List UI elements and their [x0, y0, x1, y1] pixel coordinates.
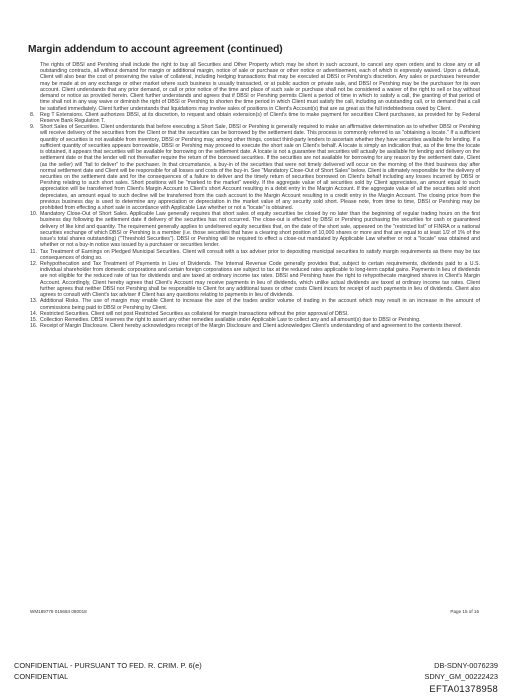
- bates-number-db: DB-SDNY-0076239: [434, 661, 498, 670]
- item-text: Restricted Securities. Client will not post Restricted Securities as collateral for margin transactions without the prior approval of DBSI.: [40, 310, 349, 317]
- item-number: 9.: [30, 124, 35, 131]
- item-text: Reg T Extensions. Client authorizes DBSI, at its discretion, to request and obtain extension(s) of Client's time to make payment for securities Client purchases, as provided for by Federal Reserve Bank Regulation T.: [40, 111, 480, 124]
- item-number: 8.: [30, 111, 35, 118]
- confidential-notice: CONFIDENTIAL - PURSUANT TO FED. R. CRIM. P. 6(e): [14, 661, 202, 670]
- item-text: Collection Remedies. DBSI reserves the right to assert any other remedies available under Applicable Law to collect any and all amount(s) due to DBSI or Pershing.: [40, 316, 421, 323]
- list-item-mandatory-close-out: [30, 211, 480, 248]
- item-text: Rehypothecation and Tax Treatment of Payments in Lieu of Dividends. The Internal Revenue Code generally provides that, subject to certain requirements, dividends paid to a U.S. individual shareholder from domestic corporations and certain foreign corporations are subject to tax at the reduced rates applicable to long-term capital gains. Payments in lieu of dividends are not eligible for the reduced rate of tax for dividends and are taxed at ordinary income tax rates. DBSI and Pershing have the right to rehypothecate margined shares in Client's Margin Account. Accordingly, Client hereby agrees that Client's Account may receive payments in lieu of dividends, which unlike actual dividends are taxed at ordinary income tax rates. Client further agrees that neither DBSI nor Pershing shall be responsible to Client for any additional taxes or other costs Client incurs for receipt of such payments in lieu of dividends. Client also agrees to consult with Client's tax adviser if Client has any questions relating to payments in lieu of dividends.: [40, 261, 480, 299]
- document-id: WM189778 015684 080018: [30, 609, 87, 614]
- document-body: [30, 62, 480, 329]
- bates-number-sdny: SDNY_GM_00222423: [424, 672, 498, 681]
- item-number: 11.: [30, 248, 37, 255]
- item-number: 10.: [30, 211, 38, 218]
- efta-number: EFTA01378958: [429, 683, 498, 694]
- list-item-additional-risks: [30, 298, 480, 310]
- item-number: 12.: [30, 261, 38, 267]
- item-text: Short Sales of Securities. Client understands that before executing a Short Sale, DBSI or Pershing is generally required to make an affirmative determination as to whether DBSI or Pershing will receive delivery of the securities from the Client or that the securities can be borrowed by the settlement date. This process is commonly referred to as "obtaining a locate." If a sufficient quantity of securities is not available from inventory, DBSI or Pershing may, among other things, contact third-party lenders to ascertain whether they have securities available for lending. If a sufficient quantity of securities appears borrowable, DBSI or Pershing may proceed to execute the short sale on Client's behalf. A locate is simply an indication that, as of the time the locate is obtained, it appears that securities will be available for borrowing on the settlement date. A locate is not a guarantee that securities will actually be available for lending and delivery on the settlement date or that the lender will not thereafter require the return of the borrowed securities. If the securities are not available for borrowing for any reason by the settlement date, Client (as the seller) will "fail to deliver" to the purchaser. In that circumstance, a buy-in of the securities that were not timely delivered will occur on the morning of the third business day after normal settlement date and Client will be responsible for all losses and costs of the buy-in. See "Mandatory Close-Out of Short Sales" below. Client is ultimately responsible for the delivery of securities on the settlement date and for the consequences of a failure to deliver and the timely return of securities borrowed on Client's behalf including any losses incurred by DBSI or Pershing relating to such short sales. Short positions will be "marked to the market" weekly. If the aggregate value of all securities sold by Client appreciates, an amount equal to such appreciation will be transferred from Client's Margin Account to Client's short Account resulting in a debit entry in the Margin Account. If the aggregate value of all the securities sold short depreciates, an amount equal to such decline will be transferred from the cash account to the Margin Account resulting in a credit entry in the Margin Account. The closing price from the previous business day is used to determine any appreciation or depreciation in the market value of any security sold short. Please note, from time to time, DBSI or Pershing may be prohibited from effecting a short sale in accordance with Applicable Law whether or not a "locate" is obtained.: [40, 124, 480, 212]
- page-title: Margin addendum to account agreement (continued): [28, 44, 283, 55]
- list-item-receipt-margin-disclosure: [30, 323, 480, 329]
- item-text: Additional Risks. The use of margin may enable Client to increase the size of the trades and/or volume of trading in the account which may result in an increase in the amount of commissions being paid to DBSI or Pershing by Client.: [40, 298, 480, 311]
- list-item-tax-treatment-municipal: [30, 249, 480, 261]
- list-item-short-sales: [30, 124, 480, 211]
- item-number: 13.: [30, 298, 38, 305]
- item-number: 16.: [30, 323, 38, 330]
- list-item-rehypothecation: [30, 261, 480, 298]
- list-item-reg-t-extensions: [30, 112, 480, 124]
- page-number: Page 15 of 16: [450, 609, 479, 614]
- item-text: Mandatory Close-Out of Short Sales. Applicable Law generally requires that short sales of equity securities be closed by no later than the beginning of regular trading hours on the first business day following the settlement date if delivery of the securities has not occurred. The close-out is effected by DBSI or Pershing purchasing the securities for cash or guaranteed delivery of like kind and quantity. The requirement generally applies to undelivered equity securities that, on the date of the short sale, appeared on the "restricted list" of FINRA or a national securities exchange of which DBSI or Pershing is a member (i.e. those securities that have a clearing short position of 10,000 shares or more and that are equal to at least 1/2 of 1% of the issue's total shares outstanding) ("Threshold Securities"). DBSI or Pershing will be required to effect a close-out mandated by Applicable Law whether or not a "locate" was obtained and whether or not a buy-in notice was issued by a purchaser or securities lender.: [40, 211, 480, 249]
- item-number: 14.: [30, 310, 38, 317]
- confidential-label: CONFIDENTIAL: [14, 672, 69, 681]
- item-text: Tax Treatment of Earnings on Pledged Municipal Securities. Client will consult with a tax adviser prior to depositing municipal securities to satisfy margin requirements as there may be tax consequences of doing so.: [40, 248, 480, 261]
- item-text: Receipt of Margin Disclosure. Client hereby acknowledges receipt of the Margin Disclosure and Client acknowledges Client's understanding of and agreement to the contents thereof.: [40, 323, 462, 330]
- item-number: 15.: [30, 316, 38, 323]
- intro-paragraph: The rights of DBSI and Pershing shall include the right to buy all Securities and Other Property which may be short in such account, to cancel any open orders and to close any or all outstanding contracts, all without demand for margin or additional margin, notice of sale or purchase or other notice or advertisement, each of which is expressly waived. Upon a default, Client will also bear the cost of preserving the value of collateral, including hedging transactions that may be executed at DBSI or Pershing's discretion. Any sales or purchases hereunder may be made at on any exchange or other market where such business is usually transacted, or at public auction or private sale, and DBSI or Pershing may be the purchaser for its own account. Client understands that any prior demand, or call or prior notice of the time and place of such sale or purchase shall not be considered a waiver of the right to sell or buy without demand or notice as provided herein. Client further understands and agrees that if DBSI or Pershing permits Client a period of time in which to satisfy a call, the granting of that period of time shall not in any way waive or diminish the right of DBSI or Pershing to shorten the time period in which Client must satisfy the call, including an outstanding call, or to demand that a call be satisfied immediately. Client further understands that liquidations may involve sales of positions in Client's Account(s) that are as great as the full indebtedness owed by Client.: [40, 62, 480, 112]
